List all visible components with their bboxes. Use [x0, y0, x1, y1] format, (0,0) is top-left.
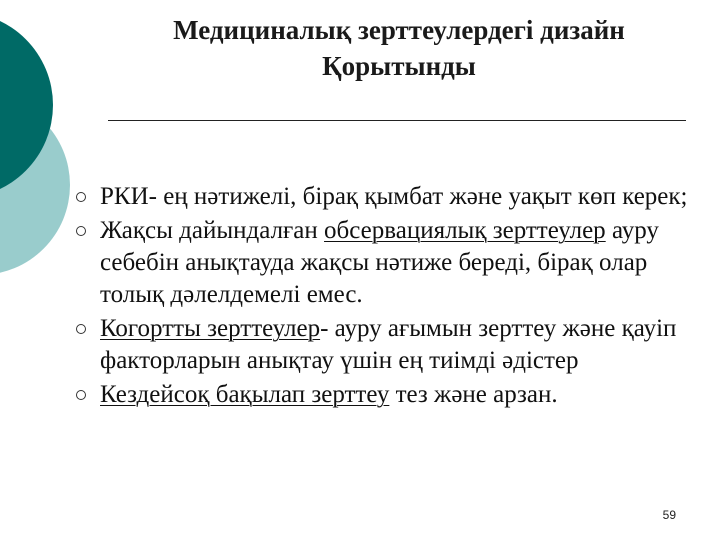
bullet-item-cohort [76, 313, 696, 377]
bullet-text-after: ауру себебін анықтауда жақсы нәтиже береді, бірақ олар толық дәлелдемелі емес. [100, 217, 659, 308]
slide-title-line-2: Қорытынды [322, 51, 476, 81]
observational-studies-link[interactable]: обсервациялық зерттеулер [324, 217, 606, 244]
circle-bullet-icon [76, 324, 86, 334]
bullet-text-before: Жақсы дайындалған [100, 217, 325, 244]
slide-title-line-1: Медициналық зерттеулердегі дизайн [173, 15, 625, 45]
circle-bullet-icon [76, 226, 86, 236]
bullet-item-observational [76, 215, 696, 311]
bullet-item-rct [76, 181, 696, 213]
cohort-studies-link[interactable]: Когортты зерттеулер [100, 315, 321, 342]
bullet-text-after: тез және арзан. [389, 381, 558, 408]
circle-bullet-icon [76, 192, 86, 202]
bullet-item-random [76, 379, 696, 411]
slide-title [110, 12, 688, 84]
bullet-text: РКИ- ең нәтижелі, бірақ қымбат және уақыт көп керек; [100, 183, 688, 210]
decorative-circles [0, 0, 80, 290]
bullet-text-after: - ауру ағымын зерттеу және қауіп факторларын анықтау үшін ең тиімді әдістер [100, 315, 677, 374]
page-number: 59 [662, 508, 676, 522]
random-observation-link[interactable]: Кездейсоқ бақылап зерттеу [100, 381, 390, 408]
title-divider [108, 120, 686, 121]
bullet-list [76, 181, 696, 413]
circle-bullet-icon [76, 390, 86, 400]
